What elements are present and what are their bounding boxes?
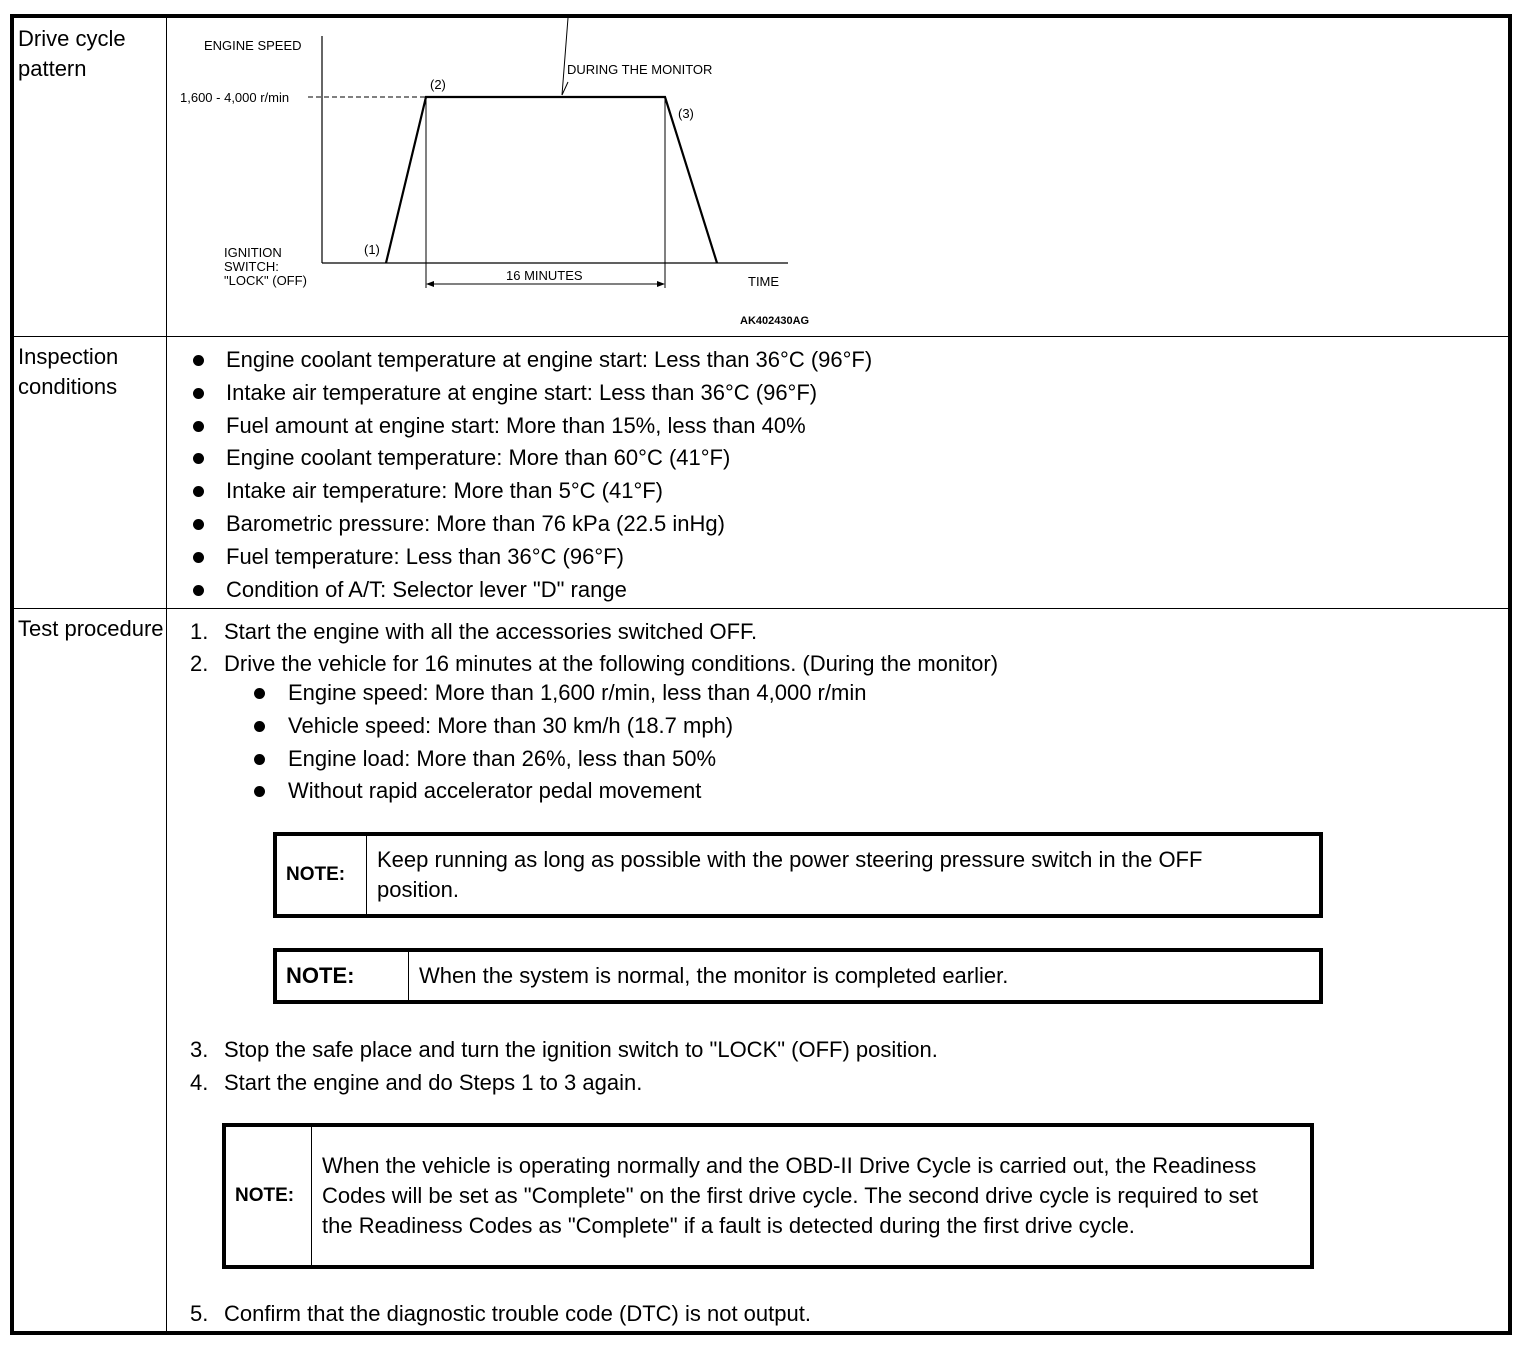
x-axis-label: TIME — [748, 274, 780, 289]
baseline-label-2: SWITCH: — [224, 259, 279, 274]
row-label-test: Test procedure — [14, 608, 167, 1331]
speed-profile-line — [386, 97, 717, 263]
y-level-label: 1,600 - 4,000 r/min — [180, 90, 290, 105]
bullet-icon — [193, 355, 204, 366]
bullet-icon — [193, 453, 204, 464]
baseline-label-3: "LOCK" (OFF) — [224, 273, 307, 288]
figure-id: AK402430AG — [740, 315, 810, 327]
step-4: 4. Start the engine and do Steps 1 to 3 again. — [190, 1070, 643, 1095]
bullet-icon — [193, 552, 204, 563]
note-box-2 — [273, 948, 1323, 1004]
bullet-icon — [254, 688, 265, 699]
note-box-3 — [222, 1123, 1314, 1269]
drive-cycle-chart-area — [168, 18, 1508, 336]
bullet-icon — [254, 754, 265, 765]
drive-cycle-chart — [168, 18, 868, 336]
step-1: 1. Start the engine with all the accessories switched OFF. — [190, 619, 758, 644]
row-test-procedure — [14, 608, 1508, 1331]
point-label-1: (1) — [364, 242, 380, 257]
step-3: 3. Stop the safe place and turn the ignition switch to "LOCK" (OFF) position. — [190, 1037, 938, 1062]
bullet-icon — [193, 585, 204, 596]
bullet-icon — [193, 388, 204, 399]
test-procedure-steps: 1. Start the engine with all the accessories switched OFF. 2. Drive the vehicle for 16 minutes at the following conditions. (During the monitor) Engine speed: More than 1,600 r/min, less than 4,000 r/min Vehicle speed: More than 30 km/h (18.7 mph) Engine load: More than 26%, less than 50% Without rapid accelerator pedal movement NOTE: Keep running as long as possible with the power steering pressure switch in the OFF position. NOTE: When the system is normal, the monitor is completed earlier. 3. Stop the safe place and turn the ignition switch to "LOCK" (OFF) position. 4. Start the engine and do Steps 1 to 3 again. NOTE: When the vehicle is operating normally and the OBD-II Drive Cycle is carried out, the Readiness Codes will be set as "Complete" on the first drive cycle. The second drive cycle is required to set the Readiness Codes as "Complete" if a fault is detected during the first drive cycle. 5. Confirm that the diagnostic trouble code (DTC) is not output. — [168, 608, 1508, 1331]
note-text: Keep running as long as possible with the power steering pressure switch in the OFF position. — [377, 847, 1203, 902]
arrow-left-icon — [426, 281, 434, 287]
row-label-inspection: Inspection conditions — [14, 336, 167, 608]
point-label-2: (2) — [430, 77, 446, 92]
row-drive-cycle-pattern — [14, 18, 1508, 337]
step-5: 5. Confirm that the diagnostic trouble code (DTC) is not output. — [190, 1301, 811, 1326]
step-2: 2. Drive the vehicle for 16 minutes at the following conditions. (During the monitor) — [190, 651, 999, 676]
annotation-label: DURING THE MONITOR — [567, 62, 713, 77]
arrow-right-icon — [657, 281, 665, 287]
duration-label: 16 MINUTES — [506, 268, 583, 283]
row-label-drive-cycle: Drive cycle pattern — [14, 18, 167, 336]
note-box-1 — [273, 832, 1323, 918]
note-label: NOTE: — [277, 836, 367, 914]
note-text: When the vehicle is operating normally and the OBD-II Drive Cycle is carried out, the Readiness Codes will be set as "Complete" on the first drive cycle. The second drive cycle is required to set the Readiness Codes as "Complete" if a fault is detected during the first drive cycle. — [322, 1153, 1258, 1238]
note-label: NOTE: — [226, 1127, 312, 1265]
y-axis-label: ENGINE SPEED — [204, 38, 302, 53]
baseline-label-1: IGNITION — [224, 245, 282, 260]
bullet-icon — [254, 786, 265, 797]
note-text: When the system is normal, the monitor is completed earlier. — [419, 963, 1009, 988]
row-inspection-conditions: Inspection conditions Engine coolant temperature at engine start: Less than 36°C (96°F) Intake air temperature at engine start: Less than 36°C (96°F) Fuel amount at engine start: More than 15%, less than 40% Engine coolant temperature: More than 60°C (41°F) Intake air temperature: More than 5°C (41°F) Barometric pressure: More than 76 kPa (22.5 inHg) Fuel temperature: Less than 36°C (96°F) Condition of A/T: Selector lever "D" range — [14, 336, 1508, 609]
note-label: NOTE: — [277, 952, 409, 1000]
drive-cycle-table — [10, 14, 1512, 1335]
bullet-icon — [193, 486, 204, 497]
point-label-3: (3) — [678, 106, 694, 121]
bullet-icon — [193, 421, 204, 432]
bullet-icon — [254, 721, 265, 732]
bullet-icon — [193, 519, 204, 530]
